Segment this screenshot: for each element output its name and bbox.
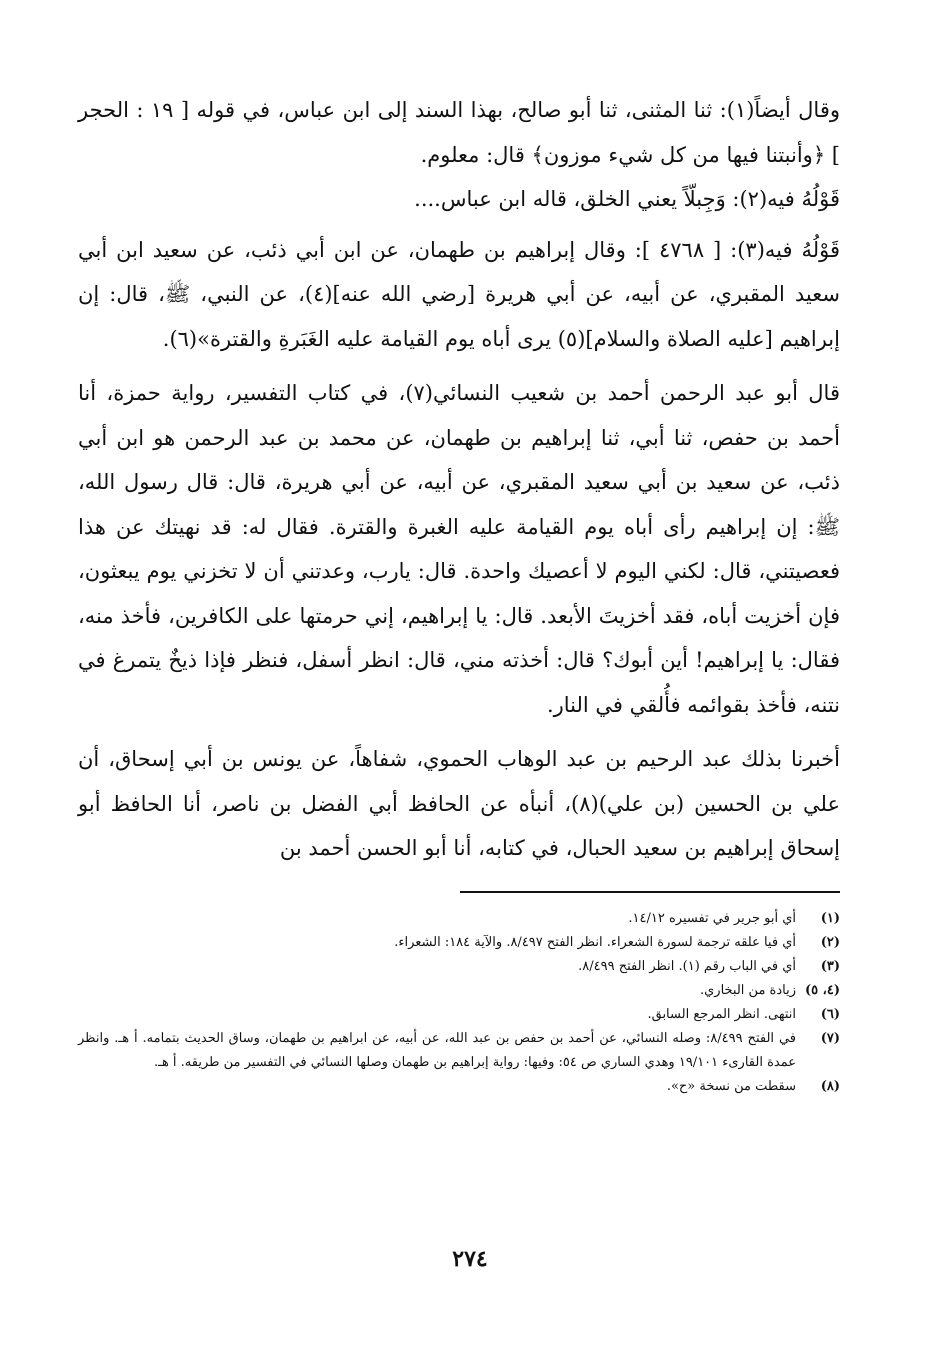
footnote-number: (٢): [820, 934, 840, 950]
footnote-number: (٨): [820, 1078, 840, 1094]
footnote-text: أي في الباب رقم (١). انظر الفتح ٨/٤٩٩.: [578, 958, 796, 974]
footnote-text: انتهى. انظر المرجع السابق.: [647, 1006, 796, 1022]
footnote-number: (١): [820, 910, 840, 926]
page-number: ٢٧٤: [452, 1246, 488, 1272]
footnote-text: زيادة من البخاري.: [699, 982, 796, 998]
footnote-number: (٣): [820, 958, 840, 974]
footnote: [78, 1003, 840, 1027]
footnote-separator: [460, 891, 840, 893]
footnote-number: (٧): [820, 1030, 840, 1046]
footnotes: [78, 907, 840, 1099]
page-body: [78, 88, 840, 1099]
footnote: [78, 931, 840, 955]
footnote: [78, 979, 840, 1003]
footnote-text: في الفتح ٨/٤٩٩: وصله النسائي، عن أحمد بن حفص بن عبد الله، عن أبيه، عن ابراهيم بن طهمان، وساق الحديث بتمامه. أ هـ. وانظر عمدة القارىء ١٩/١٠١ وهدي الساري ص ٥٤: وفيها: رواية إبراهيم بن طهمان وصلها النسائي في التفسير من طريقه. أ هـ.: [78, 1030, 796, 1070]
paragraph-3: قَوْلُهُ فيه(٣): [ ٤٧٦٨ ]: وقال إبراهيم بن طهمان، عن ابن أبي ذئب، عن سعيد ابن أبي سعيد المقبري، عن أبيه، عن أبي هريرة [رضي الله عنه](٤)، عن النبي، ﷺ، قال: إن إبراهيم [عليه الصلاة والسلام](٥) يرى أباه يوم القيامة عليه الغَبَرةِ والقترة»(٦).: [78, 237, 840, 351]
footnote-number: (٤، ٥): [804, 982, 840, 998]
paragraph-1: وقال أيضاً(١): ثنا المثنى، ثنا أبو صالح، بهذا السند إلى ابن عباس، في قوله [ ١٩ : الحجر ] ﴿وأنبتنا فيها من كل شيء موزون﴾ قال: معلوم.: [78, 98, 840, 167]
paragraph-5: أخبرنا بذلك عبد الرحيم بن عبد الوهاب الحموي، شفاهاً، عن يونس بن أبي إسحاق، أن علي بن الحسين (بن علي)(٨)، أنبأه عن الحافظ أبي الفضل بن ناصر، أنا الحافظ أبو إسحاق إبراهيم بن سعيد الحبال، في كتابه، أنا أبو الحسن أحمد بن: [78, 747, 840, 860]
footnote: [78, 955, 840, 979]
footnote: [78, 1075, 840, 1099]
paragraph-4: قال أبو عبد الرحمن أحمد بن شعيب النسائي(٧)، في كتاب التفسير، رواية حمزة، أنا أحمد بن حفص، ثنا أبي، ثنا إبراهيم بن طهمان، عن محمد بن عبد الرحمن هو ابن أبي ذئب، عن سعيد بن أبي سعيد المقبري، عن أبيه، عن أبي هريرة، قال: قال رسول الله، ﷺ: إن إبراهيم رأى أباه يوم القيامة عليه الغبرة والقترة. فقال له: قد نهيتك عن هذا فعصيتني، قال: لكني اليوم لا أعصيك واحدة. قال: يارب، وعدتني أن لا تخزني يوم يبعثون، فإن أخزيت أباه، فقد أخزيتَ الأبعد. قال: يا إبراهيم، إني حرمتها على الكافرين، فأخذ منه، فقال: يا إبراهيم! أين أبوك؟ قال: أخذته مني، قال: انظر أسفل، فنظر فإذا ذيخٌ يتمرغ في نتنه، فأخذ بقوائمه فأُلقي في النار.: [78, 381, 840, 717]
footnote-number: (٦): [820, 1006, 840, 1022]
footnote: [78, 1027, 840, 1075]
footnote: [78, 907, 840, 931]
footnote-text: أي فيا علقه ترجمة لسورة الشعراء. انظر الفتح ٨/٤٩٧. والآية ١٨٤: الشعراء.: [394, 934, 796, 950]
paragraph-2: قَوْلُهُ فيه(٢): وَجِبلّاً يعني الخلق، قاله ابن عباس....: [414, 187, 840, 211]
footnote-text: سقطت من نسخة «ح».: [666, 1078, 796, 1094]
footnote-text: أي أبو جرير في تفسيره ١٤/١٢.: [628, 910, 796, 926]
